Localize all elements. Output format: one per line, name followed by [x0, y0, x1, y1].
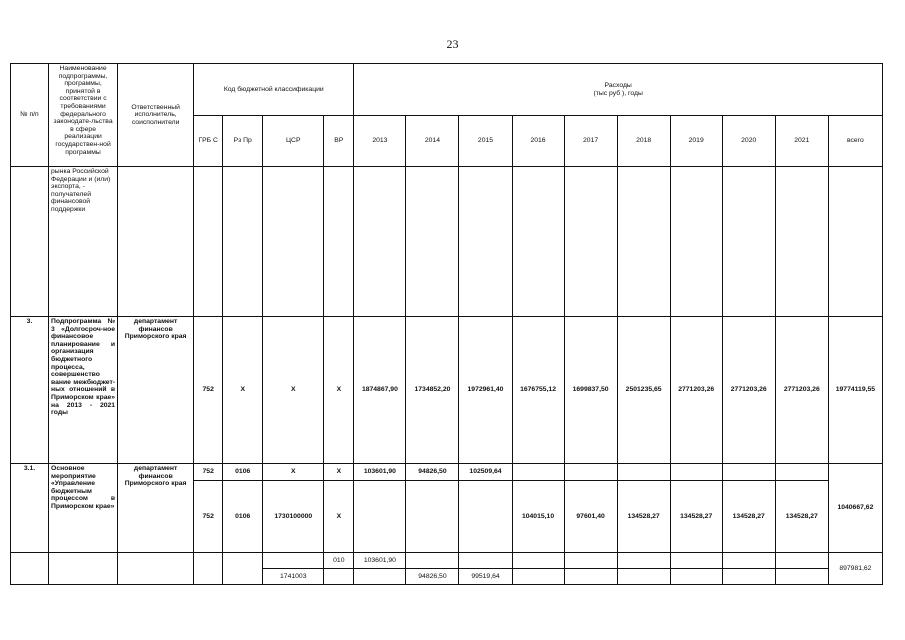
row31-grbs: 752 — [194, 481, 223, 553]
header-grbs: ГРБ С — [194, 116, 223, 167]
row3-rzpr: X — [223, 317, 263, 464]
header-year: 2017 — [564, 116, 617, 167]
header-kbk: Код бюджетной классификации — [194, 64, 354, 116]
row3-value: 1874867,90 — [354, 317, 406, 464]
row31-value: 94826,50 — [406, 464, 459, 481]
table-row-bottom-a — [11, 553, 883, 569]
table-row-3-1 — [11, 464, 883, 481]
row3-value: 1699837,50 — [564, 317, 617, 464]
row3-value: 1734852,20 — [406, 317, 459, 464]
row31-value: 104015,10 — [512, 481, 564, 553]
row3-grbs: 752 — [194, 317, 223, 464]
row3-total: 19774119,55 — [828, 317, 882, 464]
row31-value: 134528,27 — [722, 481, 775, 553]
header-year: 2019 — [670, 116, 722, 167]
budget-table — [10, 63, 883, 585]
row31-grbs: 752 — [194, 464, 223, 481]
row3-num: 3. — [11, 317, 49, 464]
continuation-text: рынка Российской Федерации и (или) экспорта, - получателей финансовой поддержки — [49, 167, 118, 317]
header-year: 2013 — [354, 116, 406, 167]
bottom-value: 103601,90 — [354, 553, 406, 569]
row31-csr: X — [263, 464, 324, 481]
row31-name: Основное мероприятие «Управление бюджетным процессом в Приморском крае» — [49, 464, 118, 553]
bottom-csr: 1741003 — [263, 569, 324, 585]
header-year: 2014 — [406, 116, 459, 167]
header-year: 2015 — [459, 116, 512, 167]
row3-name: Подпрограмма № 3 «Долгосроч-ное финансовое планирование и организация бюджетного процесса, совершенство вание межбюджет-ных отношений в Приморском крае» на 2013 - 2021 годы — [49, 317, 118, 464]
header-name: Наименование подпрограммы, программы, принятой в соответствии с требованиями федерального законодате-льства в сфере реализации государствен-ной программы — [49, 64, 118, 167]
header-rzpr: Рз Пр — [223, 116, 263, 167]
continuation-row — [11, 167, 883, 317]
header-row-1 — [11, 64, 883, 116]
row31-executor: департамент финансов Приморского края — [118, 464, 194, 553]
header-year: 2021 — [775, 116, 828, 167]
header-expenses — [354, 64, 883, 116]
row3-value: 2771203,26 — [775, 317, 828, 464]
bottom-value: 99519,64 — [459, 569, 512, 585]
bottom-total: 897981,62 — [828, 553, 882, 585]
row31-value: 102509,64 — [459, 464, 512, 481]
row3-vr: X — [324, 317, 354, 464]
row3-value: 2501235,65 — [617, 317, 670, 464]
row31-rzpr: 0106 — [223, 481, 263, 553]
row31-vr: X — [324, 481, 354, 553]
page-number: 23 — [446, 37, 459, 51]
row3-value: 2771203,26 — [670, 317, 722, 464]
row31-vr: X — [324, 464, 354, 481]
row31-total: 1040667,62 — [828, 464, 882, 553]
header-executor: Ответственный исполнитель, соисполнители — [118, 64, 194, 167]
row31-value: 103601,90 — [354, 464, 406, 481]
header-year: 2020 — [722, 116, 775, 167]
header-num: № п/п — [11, 64, 49, 167]
bottom-vr: 010 — [324, 553, 354, 569]
row31-value: 134528,27 — [670, 481, 722, 553]
row31-value: 97601,40 — [564, 481, 617, 553]
bottom-value: 94826,50 — [406, 569, 459, 585]
header-year: 2016 — [512, 116, 564, 167]
row3-value: 1972961,40 — [459, 317, 512, 464]
header-expenses-title: Расходы — [604, 81, 632, 89]
row3-value: 2771203,26 — [722, 317, 775, 464]
row3-executor: департамент финансов Приморского края — [118, 317, 194, 464]
row3-csr: X — [263, 317, 324, 464]
row31-value: 134528,27 — [775, 481, 828, 553]
header-csr: ЦСР — [263, 116, 324, 167]
row31-value: 134528,27 — [617, 481, 670, 553]
row3-value: 1676755,12 — [512, 317, 564, 464]
header-total: всего — [828, 116, 882, 167]
row31-num: 3.1. — [11, 464, 49, 553]
header-expenses-unit: (тыс руб ), годы — [593, 89, 643, 97]
header-vr: ВР — [324, 116, 354, 167]
row31-rzpr: 0106 — [223, 464, 263, 481]
header-year: 2018 — [617, 116, 670, 167]
table-row-3 — [11, 317, 883, 464]
row31-csr: 1730100000 — [263, 481, 324, 553]
